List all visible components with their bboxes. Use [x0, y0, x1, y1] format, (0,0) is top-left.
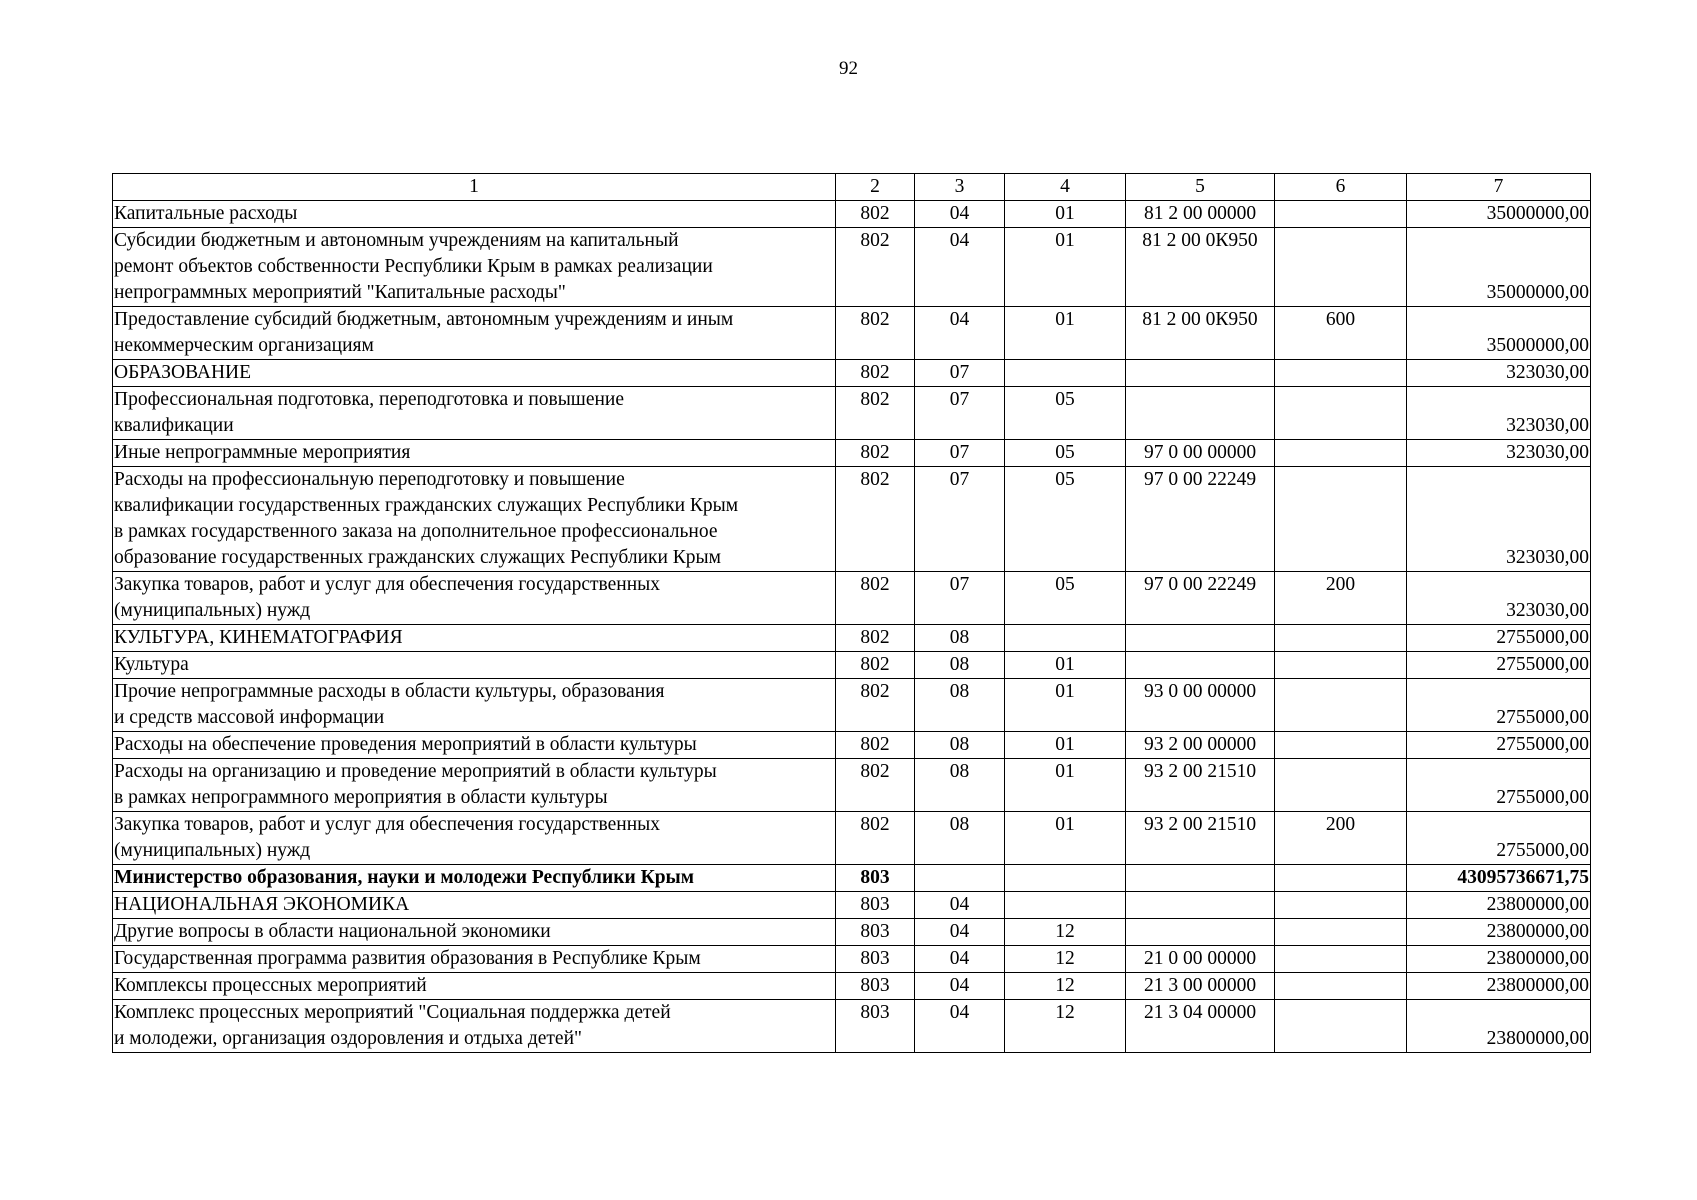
table-row: [113, 201, 1591, 228]
subsection-code-cell: [1005, 892, 1126, 919]
expense-type-cell: [1275, 679, 1407, 732]
amount-cell: 323030,00: [1407, 572, 1591, 625]
ministry-code-cell: 802: [836, 812, 915, 865]
expense-type-cell: [1275, 1000, 1407, 1053]
section-code-cell: 04: [915, 919, 1005, 946]
row-name-line: некоммерческим организациям: [114, 335, 374, 356]
row-name-cell: [113, 440, 836, 467]
subsection-code-cell: 05: [1005, 467, 1126, 572]
target-article-cell: 21 0 00 00000: [1126, 946, 1275, 973]
table-row: [113, 467, 1591, 572]
table-header-row: [113, 174, 1591, 201]
row-name-cell: [113, 360, 836, 387]
section-code-cell: 04: [915, 228, 1005, 307]
target-article-cell: [1126, 892, 1275, 919]
section-code-cell: 08: [915, 625, 1005, 652]
row-name-cell: [113, 732, 836, 759]
subsection-code-cell: 05: [1005, 572, 1126, 625]
row-name-line: Субсидии бюджетным и автономным учреждениям на капитальный: [114, 230, 679, 251]
subsection-code-cell: 01: [1005, 201, 1126, 228]
amount-cell: 323030,00: [1407, 360, 1591, 387]
row-name-line: Профессиональная подготовка, переподготовка и повышение: [114, 389, 625, 410]
expense-type-cell: [1275, 973, 1407, 1000]
row-name-line: Министерство образования, науки и молодежи Республики Крым: [114, 867, 695, 888]
expense-type-cell: [1275, 946, 1407, 973]
section-code-cell: 08: [915, 812, 1005, 865]
subsection-code-cell: 05: [1005, 440, 1126, 467]
subsection-code-cell: [1005, 865, 1126, 892]
target-article-cell: 97 0 00 00000: [1126, 440, 1275, 467]
ministry-code-cell: 802: [836, 467, 915, 572]
ministry-code-cell: 802: [836, 625, 915, 652]
table-body: [113, 174, 1591, 1053]
row-name-cell: [113, 973, 836, 1000]
amount-cell: 2755000,00: [1407, 625, 1591, 652]
row-name-line: в рамках государственного заказа на дополнительное профессиональное: [114, 521, 718, 542]
column-header-6: 6: [1275, 174, 1407, 201]
row-name-cell: [113, 307, 836, 360]
row-name-line: НАЦИОНАЛЬНАЯ ЭКОНОМИКА: [114, 894, 410, 915]
table-row: [113, 228, 1591, 307]
subsection-code-cell: 01: [1005, 732, 1126, 759]
section-code-cell: 08: [915, 732, 1005, 759]
row-name-cell: [113, 919, 836, 946]
target-article-cell: 93 0 00 00000: [1126, 679, 1275, 732]
row-name-line: Государственная программа развития образования в Республике Крым: [114, 948, 701, 969]
row-name-line: и молодежи, организация оздоровления и отдыха детей": [114, 1028, 582, 1049]
ministry-code-cell: 803: [836, 973, 915, 1000]
column-header-3: 3: [915, 174, 1005, 201]
table-row: [113, 360, 1591, 387]
row-name-cell: [113, 652, 836, 679]
section-code-cell: 07: [915, 440, 1005, 467]
table-row: [113, 679, 1591, 732]
amount-cell: 323030,00: [1407, 467, 1591, 572]
subsection-code-cell: 01: [1005, 812, 1126, 865]
table-row: [113, 865, 1591, 892]
row-name-line: Закупка товаров, работ и услуг для обеспечения государственных: [114, 574, 661, 595]
subsection-code-cell: 01: [1005, 228, 1126, 307]
target-article-cell: 93 2 00 21510: [1126, 759, 1275, 812]
target-article-cell: 81 2 00 0К950: [1126, 307, 1275, 360]
subsection-code-cell: 01: [1005, 307, 1126, 360]
column-header-1: 1: [113, 174, 836, 201]
table-row: [113, 732, 1591, 759]
amount-cell: 35000000,00: [1407, 228, 1591, 307]
ministry-code-cell: 802: [836, 360, 915, 387]
ministry-code-cell: 802: [836, 732, 915, 759]
target-article-cell: [1126, 360, 1275, 387]
section-code-cell: 07: [915, 387, 1005, 440]
table-row: [113, 759, 1591, 812]
target-article-cell: [1126, 865, 1275, 892]
subsection-code-cell: [1005, 625, 1126, 652]
section-code-cell: [915, 865, 1005, 892]
ministry-code-cell: 803: [836, 892, 915, 919]
row-name-cell: [113, 679, 836, 732]
column-header-7: 7: [1407, 174, 1591, 201]
row-name-cell: [113, 467, 836, 572]
row-name-line: ОБРАЗОВАНИЕ: [114, 362, 252, 383]
expense-type-cell: 600: [1275, 307, 1407, 360]
row-name-cell: [113, 625, 836, 652]
row-name-cell: [113, 572, 836, 625]
table-row: [113, 572, 1591, 625]
row-name-cell: [113, 865, 836, 892]
column-header-5: 5: [1126, 174, 1275, 201]
expense-type-cell: [1275, 865, 1407, 892]
row-name-line: образование государственных гражданских служащих Республики Крым: [114, 547, 721, 568]
target-article-cell: 81 2 00 0К950: [1126, 228, 1275, 307]
ministry-code-cell: 802: [836, 201, 915, 228]
row-name-line: Капитальные расходы: [114, 203, 298, 224]
table-row: [113, 307, 1591, 360]
row-name-line: Комплексы процессных мероприятий: [114, 975, 427, 996]
section-code-cell: 04: [915, 307, 1005, 360]
expense-type-cell: 200: [1275, 812, 1407, 865]
section-code-cell: 04: [915, 1000, 1005, 1053]
row-name-cell: [113, 892, 836, 919]
table-row: [113, 387, 1591, 440]
target-article-cell: [1126, 919, 1275, 946]
section-code-cell: 08: [915, 652, 1005, 679]
ministry-code-cell: 802: [836, 572, 915, 625]
section-code-cell: 07: [915, 360, 1005, 387]
section-code-cell: 08: [915, 679, 1005, 732]
expense-type-cell: [1275, 467, 1407, 572]
amount-cell: 2755000,00: [1407, 652, 1591, 679]
row-name-line: ремонт объектов собственности Республики Крым в рамках реализации: [114, 256, 713, 277]
row-name-cell: [113, 759, 836, 812]
subsection-code-cell: 05: [1005, 387, 1126, 440]
target-article-cell: [1126, 625, 1275, 652]
row-name-line: Расходы на организацию и проведение мероприятий в области культуры: [114, 761, 717, 782]
row-name-line: (муниципальных) нужд: [114, 840, 311, 861]
section-code-cell: 04: [915, 892, 1005, 919]
amount-cell: 23800000,00: [1407, 1000, 1591, 1053]
ministry-code-cell: 802: [836, 228, 915, 307]
amount-cell: 23800000,00: [1407, 919, 1591, 946]
expense-type-cell: [1275, 625, 1407, 652]
row-name-line: Комплекс процессных мероприятий "Социальная поддержка детей: [114, 1002, 671, 1023]
row-name-line: Расходы на профессиональную переподготовку и повышение: [114, 469, 625, 490]
expense-type-cell: [1275, 360, 1407, 387]
amount-cell: 2755000,00: [1407, 679, 1591, 732]
row-name-line: Расходы на обеспечение проведения мероприятий в области культуры: [114, 734, 697, 755]
amount-cell: 2755000,00: [1407, 812, 1591, 865]
ministry-code-cell: 802: [836, 307, 915, 360]
expense-type-cell: 200: [1275, 572, 1407, 625]
ministry-code-cell: 803: [836, 919, 915, 946]
expense-type-cell: [1275, 732, 1407, 759]
target-article-cell: [1126, 387, 1275, 440]
column-header-2: 2: [836, 174, 915, 201]
expense-type-cell: [1275, 387, 1407, 440]
row-name-line: квалификации государственных гражданских служащих Республики Крым: [114, 495, 739, 516]
amount-cell: 323030,00: [1407, 387, 1591, 440]
subsection-code-cell: 01: [1005, 652, 1126, 679]
ministry-code-cell: 803: [836, 865, 915, 892]
row-name-cell: [113, 812, 836, 865]
amount-cell: 323030,00: [1407, 440, 1591, 467]
ministry-code-cell: 802: [836, 440, 915, 467]
table-row: [113, 973, 1591, 1000]
amount-cell: 2755000,00: [1407, 732, 1591, 759]
subsection-code-cell: 01: [1005, 759, 1126, 812]
target-article-cell: [1126, 652, 1275, 679]
expense-type-cell: [1275, 440, 1407, 467]
section-code-cell: 07: [915, 467, 1005, 572]
subsection-code-cell: 12: [1005, 1000, 1126, 1053]
page-number: 92: [839, 58, 858, 79]
table-row: [113, 812, 1591, 865]
table-row: [113, 440, 1591, 467]
target-article-cell: 21 3 00 00000: [1126, 973, 1275, 1000]
row-name-line: Закупка товаров, работ и услуг для обеспечения государственных: [114, 814, 661, 835]
expense-type-cell: [1275, 919, 1407, 946]
expense-type-cell: [1275, 652, 1407, 679]
target-article-cell: 97 0 00 22249: [1126, 572, 1275, 625]
section-code-cell: 04: [915, 201, 1005, 228]
ministry-code-cell: 802: [836, 652, 915, 679]
amount-cell: 35000000,00: [1407, 201, 1591, 228]
section-code-cell: 07: [915, 572, 1005, 625]
subsection-code-cell: 01: [1005, 679, 1126, 732]
section-code-cell: 04: [915, 973, 1005, 1000]
amount-cell: 2755000,00: [1407, 759, 1591, 812]
row-name-line: и средств массовой информации: [114, 707, 385, 728]
expense-type-cell: [1275, 228, 1407, 307]
ministry-code-cell: 803: [836, 1000, 915, 1053]
amount-cell: 23800000,00: [1407, 892, 1591, 919]
budget-table: [112, 173, 1591, 1053]
target-article-cell: 93 2 00 21510: [1126, 812, 1275, 865]
subsection-code-cell: 12: [1005, 919, 1126, 946]
amount-cell: 43095736671,75: [1407, 865, 1591, 892]
table-row: [113, 652, 1591, 679]
table-row: [113, 946, 1591, 973]
row-name-cell: [113, 228, 836, 307]
ministry-code-cell: 802: [836, 387, 915, 440]
row-name-line: Иные непрограммные мероприятия: [114, 442, 411, 463]
row-name-line: непрограммных мероприятий "Капитальные расходы": [114, 282, 566, 303]
ministry-code-cell: 802: [836, 759, 915, 812]
amount-cell: 23800000,00: [1407, 973, 1591, 1000]
row-name-line: квалификации: [114, 415, 234, 436]
table-row: [113, 892, 1591, 919]
subsection-code-cell: 12: [1005, 946, 1126, 973]
table-row: [113, 1000, 1591, 1053]
expense-type-cell: [1275, 201, 1407, 228]
ministry-code-cell: 802: [836, 679, 915, 732]
table-row: [113, 919, 1591, 946]
section-code-cell: 08: [915, 759, 1005, 812]
row-name-line: (муниципальных) нужд: [114, 600, 311, 621]
target-article-cell: 81 2 00 00000: [1126, 201, 1275, 228]
expense-type-cell: [1275, 759, 1407, 812]
target-article-cell: 21 3 04 00000: [1126, 1000, 1275, 1053]
row-name-line: КУЛЬТУРА, КИНЕМАТОГРАФИЯ: [114, 627, 403, 648]
row-name-line: Другие вопросы в области национальной экономики: [114, 921, 551, 942]
row-name-cell: [113, 1000, 836, 1053]
row-name-line: Предоставление субсидий бюджетным, автономным учреждениям и иным: [114, 309, 734, 330]
section-code-cell: 04: [915, 946, 1005, 973]
amount-cell: 23800000,00: [1407, 946, 1591, 973]
subsection-code-cell: [1005, 360, 1126, 387]
row-name-cell: [113, 201, 836, 228]
row-name-cell: [113, 946, 836, 973]
table-row: [113, 625, 1591, 652]
row-name-line: в рамках непрограммного мероприятия в области культуры: [114, 787, 608, 808]
subsection-code-cell: 12: [1005, 973, 1126, 1000]
column-header-4: 4: [1005, 174, 1126, 201]
target-article-cell: 97 0 00 22249: [1126, 467, 1275, 572]
amount-cell: 35000000,00: [1407, 307, 1591, 360]
target-article-cell: 93 2 00 00000: [1126, 732, 1275, 759]
row-name-line: Культура: [114, 654, 189, 675]
row-name-cell: [113, 387, 836, 440]
ministry-code-cell: 803: [836, 946, 915, 973]
expense-type-cell: [1275, 892, 1407, 919]
row-name-line: Прочие непрограммные расходы в области культуры, образования: [114, 681, 665, 702]
